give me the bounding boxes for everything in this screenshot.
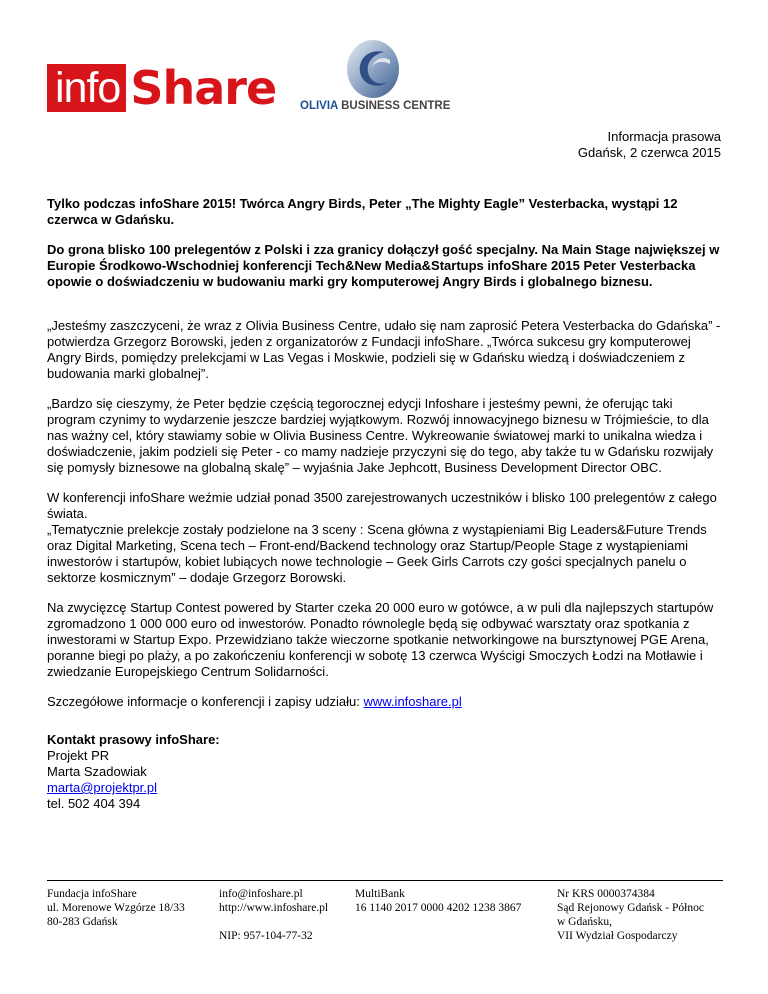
footer-bank-name: MultiBank xyxy=(355,888,405,900)
contact-phone: tel. 502 404 394 xyxy=(47,796,141,811)
infoshare-logo xyxy=(47,61,277,115)
footer-email: info@infoshare.pl xyxy=(219,888,303,900)
footer-bank-account: 16 1140 2017 0000 4202 1238 3867 xyxy=(355,902,522,914)
contact-email-link[interactable]: marta@projektpr.pl xyxy=(47,780,158,795)
release-title: Tylko podczas infoShare 2015! Twórca Angry Birds, Peter „The Mighty Eagle” Vesterbacka, wystąpi 12 czerwca w Gdańsku. xyxy=(47,196,678,227)
footer-registry xyxy=(557,887,704,943)
footer-court: Sąd Rejonowy Gdańsk - Północ xyxy=(557,902,704,914)
footer-contact xyxy=(219,887,328,943)
obc-swirl-icon xyxy=(344,38,402,100)
paragraph-details xyxy=(47,694,723,710)
footer-org-name: Fundacja infoShare xyxy=(47,888,137,900)
press-content xyxy=(47,196,723,812)
obc-wordmark-olivia: OLIVIA xyxy=(300,100,338,112)
footer-website: http://www.infoshare.pl xyxy=(219,902,329,914)
obc-wordmark xyxy=(300,100,450,112)
footer-divider xyxy=(47,880,723,881)
footer-address xyxy=(47,887,185,929)
footer-court-division: VII Wydział Gospodarczy xyxy=(557,930,678,942)
footer-street: ul. Morenowe Wzgórze 18/33 xyxy=(47,902,185,914)
press-contact xyxy=(47,732,723,812)
footer-court-city: w Gdańsku, xyxy=(557,916,612,928)
infoshare-website-link[interactable]: www.infoshare.pl xyxy=(363,694,462,709)
details-text: Szczegółowe informacje o konferencji i zapisy udziału: xyxy=(47,694,364,709)
contact-person: Marta Szadowiak xyxy=(47,764,147,779)
olivia-business-centre-logo xyxy=(300,38,460,118)
document-type: Informacja prasowa xyxy=(607,129,721,144)
contact-company: Projekt PR xyxy=(47,748,110,763)
footer-city: 80-283 Gdańsk xyxy=(47,916,118,928)
press-header xyxy=(578,129,721,161)
infoshare-logo-info: info xyxy=(47,64,126,112)
place-and-date: Gdańsk, 2 czerwca 2015 xyxy=(577,145,721,160)
release-lead: Do grona blisko 100 prelegentów z Polski i zza granicy dołączył gość specjalny. Na Main Stage największej w Europie Środkowo-Wschodniej konferencji Tech&New Media&Startups infoShare 2015 Peter Vesterbacka opowie o doświadczeniu w budowaniu marki gry komputerowej Angry Birds i globalnego biznesu. xyxy=(47,242,720,289)
paragraph-conference-stages: „Tematycznie prelekcje zostały podzielone na 3 sceny : Scena główna z wystąpieniami Big Leaders&Future Trends oraz Digital Marketing, Scena tech – Front-end/Backend technology oraz Startup/People Stage z wystąpieniami inwestorów i startupów, kobiet lubiących nowe technologie – Geek Girls Carrots czy gości specjalnych panelu o sektorze kosmicznym” – dodaje Grzegorz Borowski. xyxy=(47,522,707,585)
paragraph-conference-intro: W konferencji infoShare weźmie udział ponad 3500 zarejestrowanych uczestników i blisko 100 prelegentów z całego świata. xyxy=(47,490,717,521)
paragraph-conference xyxy=(47,490,723,586)
paragraph-quote-jephcott: „Bardzo się cieszymy, że Peter będzie częścią tegorocznej edycji Infoshare i jesteśmy pewni, że oferując taki program czynimy to wydarzenie jeszcze bardziej wyjątkowym. Rozwój innowacyjnego biznesu w Trójmieście, to dla nas ważny cel, który stawiamy sobie w Olivia Business Centre. Wykreowanie światowej marki to unikalna wiedza i doświadczenie, jakim podzieli się Peter - co mamy nadzieje przyczyni się do tego, aby także tu w Gdańsku rozwijały się pomysły biznesowe na globalną skalę” – wyjaśnia Jake Jephcott, Business Development Director OBC. xyxy=(47,396,714,475)
footer-bank xyxy=(355,887,521,915)
paragraph-quote-borowski: „Jesteśmy zaszczyceni, że wraz z Olivia Business Centre, udało się nam zaprosić Petera Vesterbacka do Gdańska” - potwierdza Grzegorz Borowski, jeden z organizatorów z Fundacji infoShare. „Twórca sukcesu gry komputerowej Angry Birds, pomiędzy prelekcjami w Las Vegas i Moskwie, podzieli się w Gdańsku wiedzą i doświadczeniem z budowania marki globalnej”. xyxy=(47,318,721,381)
infoshare-logo-share: Share xyxy=(130,61,277,115)
obc-wordmark-business-centre: BUSINESS CENTRE xyxy=(337,100,451,112)
footer-krs: Nr KRS 0000374384 xyxy=(557,888,655,900)
paragraph-startup-contest: Na zwycięzcę Startup Contest powered by Starter czeka 20 000 euro w gotówce, a w puli dla najlepszych startupów zgromadzono 1 000 000 euro od inwestorów. Ponadto równolegle będą się odbywać warsztaty oraz spotkania z inwestorami w Startup Expo. Przewidziano także wieczorne spotkanie networkingowe na bursztynowej PGE Arena, poranne biegi po plaży, a po zakończeniu konferencji w sobotę 13 czerwca Wyścigi Smoczych Łodzi na Motławie i zwiedzanie Europejskiego Centrum Solidarności. xyxy=(47,600,714,679)
footer-spacer xyxy=(219,915,328,929)
contact-heading: Kontakt prasowy infoShare: xyxy=(47,732,220,747)
footer-nip: NIP: 957-104-77-32 xyxy=(219,930,313,942)
